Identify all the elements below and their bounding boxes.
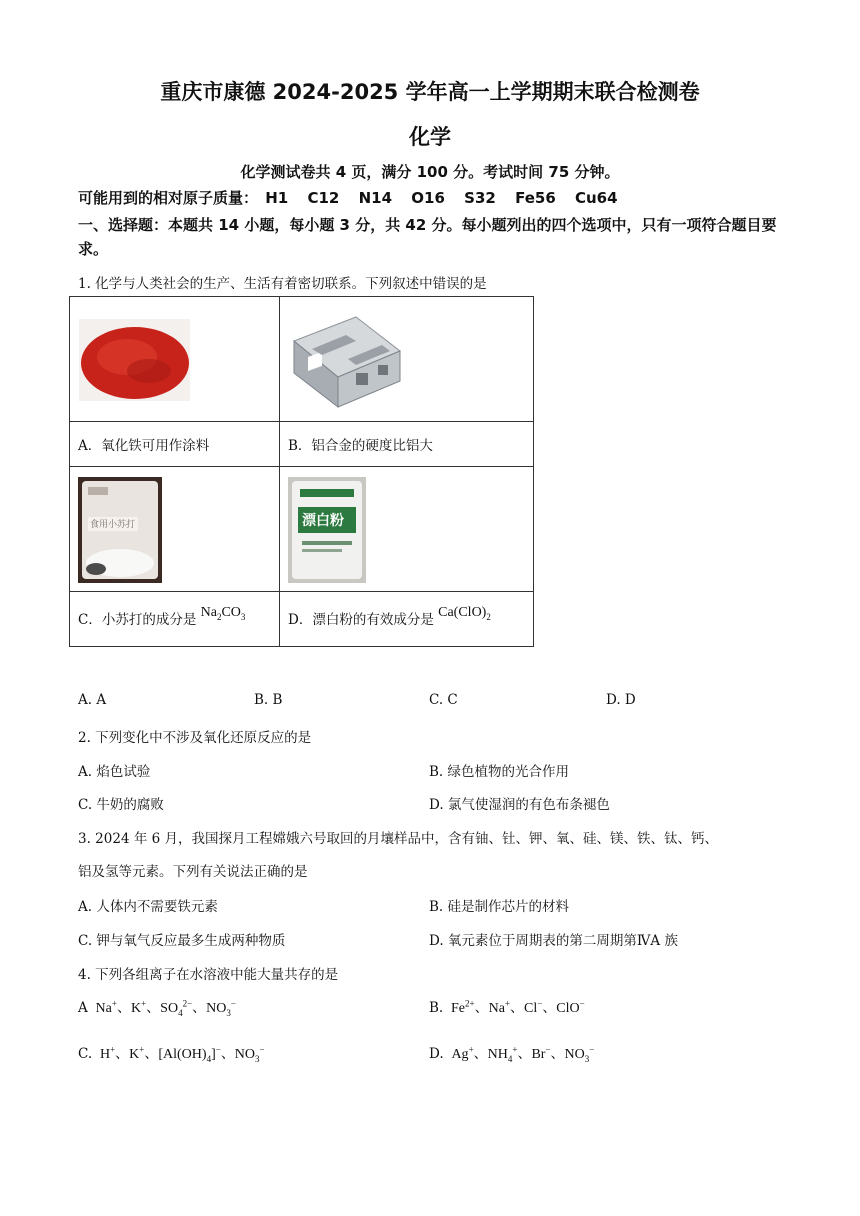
q4-option-d[interactable]	[429, 1043, 594, 1064]
mass-s: S32	[464, 189, 496, 207]
q4-stem: 4. 下列各组离子在水溶液中能大量共存的是	[78, 967, 339, 983]
mass-h: H1	[265, 189, 289, 207]
exam-title: 重庆市康德 2024-2025 学年高一上学期期末联合检测卷	[160, 80, 700, 104]
q3-stem-line1: 3. 2024 年 6 月，我国探月工程嫦娥六号取回的月壤样品中，含有铀、钍、钾、氧、硅、镁、铁、钛、钙、	[78, 831, 718, 847]
subject-title: 化学	[409, 125, 451, 149]
q1-cell-a: A．氧化铁可用作涂料	[70, 422, 280, 467]
mass-n: N14	[358, 189, 393, 207]
q3-option-b[interactable]: B. 硅是制作芯片的材料	[429, 899, 570, 915]
q4-label-b: B.	[429, 1000, 444, 1016]
atomic-mass-line	[78, 187, 632, 208]
q4-label-d: D.	[429, 1046, 444, 1062]
q4-label-c: C.	[78, 1046, 93, 1062]
mass-c: C12	[307, 189, 340, 207]
package-label-d: 漂白粉	[302, 513, 344, 529]
q1-cell-d	[280, 592, 534, 647]
mass-o: O16	[411, 189, 445, 207]
q1-option-c[interactable]: C. C	[429, 692, 458, 708]
bleaching-powder-package-image	[288, 477, 366, 583]
q3-option-a[interactable]: A. 人体内不需要铁元素	[78, 899, 218, 915]
q2-option-a[interactable]: A. 焰色试验	[78, 764, 151, 780]
q3-option-d[interactable]: D. 氧元素位于周期表的第二周期第ⅣA 族	[429, 933, 678, 949]
aluminium-profile-image	[286, 311, 404, 411]
mass-label: 可能用到的相对原子质量：	[78, 189, 259, 207]
q1-image-cell-c	[70, 467, 280, 592]
q4-ions-b: $Fe^{2+}$、Na+、Cl−、ClO−	[447, 998, 585, 1016]
q1-image-cell-b	[280, 297, 534, 422]
q1-image-cell-a	[70, 297, 280, 422]
q4-option-a[interactable]	[78, 997, 236, 1018]
q1-image-cell-d	[280, 467, 534, 592]
q2-option-d[interactable]: D. 氯气使湿润的有色布条褪色	[429, 797, 610, 813]
q3-option-c[interactable]: C. 钾与氧气反应最多生成两种物质	[78, 933, 286, 949]
q1-cell-b: B．铝合金的硬度比铝大	[280, 422, 534, 467]
q1-cell-c-text: C．小苏打的成分是	[78, 612, 197, 629]
q4-ions-c: H+、K+、$[Al(OH)_4]^-$、$NO_3^-$	[96, 1044, 265, 1064]
q2-option-c[interactable]: C. 牛奶的腐败	[78, 797, 164, 813]
q4-ions-d: Ag+、$NH_4^+$、Br−、$NO_3^-$	[447, 1044, 595, 1064]
q4-label-a: A	[78, 1000, 88, 1016]
mass-cu: Cu64	[575, 189, 618, 207]
q1-option-a[interactable]: A. A	[78, 692, 107, 708]
q4-ions-a: Na+、K+、$SO_4^{2-}$、$NO_3^-$	[92, 998, 236, 1018]
q3-stem-line2: 铝及氢等元素。下列有关说法正确的是	[78, 864, 308, 880]
q1-table	[69, 296, 534, 647]
package-label-c: 食用小苏打	[90, 520, 136, 530]
q4-option-b[interactable]	[429, 997, 585, 1017]
q1-stem: 1. 化学与人类社会的生产、生活有着密切联系。下列叙述中错误的是	[78, 276, 487, 292]
q1-cell-c	[70, 592, 280, 647]
mass-fe: Fe56	[515, 189, 556, 207]
q2-stem: 2. 下列变化中不涉及氧化还原反应的是	[78, 730, 312, 746]
iron-oxide-powder-image	[79, 319, 190, 401]
q1-cell-d-text: D．漂白粉的有效成分是	[288, 612, 434, 629]
baking-soda-package-image	[78, 477, 162, 583]
q4-option-c[interactable]	[78, 1043, 265, 1064]
q1-option-b[interactable]: B. B	[254, 692, 283, 708]
formula-na2co3: $Na_2CO_3$	[200, 605, 246, 622]
q2-option-b[interactable]: B. 绿色植物的光合作用	[429, 764, 570, 780]
exam-info: 化学测试卷共 4 页，满分 100 分。考试时间 75 分钟。	[240, 163, 620, 181]
q1-option-d[interactable]: D. D	[606, 692, 636, 708]
formula-ca-clo2: $Ca(ClO)_2$	[438, 605, 491, 622]
section-heading: 一、选择题：本题共 14 小题，每小题 3 分，共 42 分。每小题列出的四个选项中，只有一项符合题目要求。	[78, 216, 777, 258]
